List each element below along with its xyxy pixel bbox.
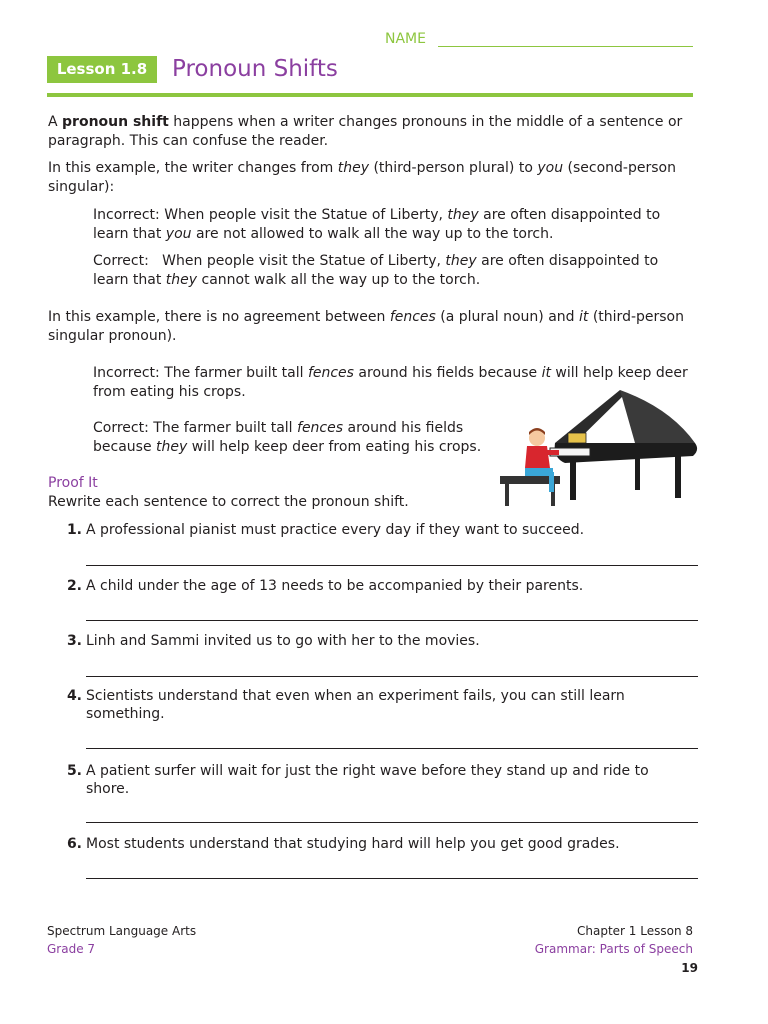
question-number: 5.: [66, 763, 82, 779]
question-text: Scientists understand that even when an experiment fails, you can still learn something.: [86, 688, 625, 722]
piano-illustration: [495, 388, 700, 513]
proof-it-heading: Proof It: [48, 475, 98, 491]
piano-lid: [555, 390, 625, 448]
answer-line[interactable]: [86, 748, 698, 749]
music-stand: [568, 433, 586, 443]
proof-it-instructions: Rewrite each sentence to correct the pronoun shift.: [48, 494, 409, 510]
answer-line[interactable]: [86, 676, 698, 677]
footer-publisher: Spectrum Language Arts: [47, 924, 197, 938]
piano-leg: [635, 458, 640, 490]
question-number: 3.: [66, 633, 82, 649]
page-title: Pronoun Shifts: [172, 56, 338, 82]
question-number: 1.: [66, 522, 82, 538]
question-text: A child under the age of 13 needs to be accompanied by their parents.: [86, 578, 584, 594]
answer-line[interactable]: [86, 822, 698, 823]
footer-chapter: Chapter 1 Lesson 8: [577, 924, 693, 938]
footer-grade: Grade 7: [47, 942, 96, 956]
question-text: A professional pianist must practice every day if they want to succeed.: [86, 522, 585, 538]
page-number: 19: [681, 961, 698, 975]
question-text: Most students understand that studying hard will help you get good grades.: [86, 836, 620, 852]
example-2-incorrect: Incorrect: The farmer built tall fences around his fields because it will help keep deer from eating his crops.: [93, 365, 688, 400]
child-shirt: [525, 446, 550, 468]
child-legs: [525, 468, 553, 476]
name-label: NAME: [385, 31, 426, 47]
lesson-badge: Lesson 1.8: [47, 56, 157, 83]
term-pronoun-shift: pronoun shift: [62, 114, 169, 130]
example-2-correct: Correct: The farmer built tall fences around his fields because they will help keep deer from eating his crops.: [93, 420, 482, 455]
answer-line[interactable]: [86, 878, 698, 879]
intro-paragraph-1: A pronoun shift happens when a writer changes pronouns in the middle of a sentence or paragraph. This can confuse the reader.: [48, 114, 683, 149]
answer-line[interactable]: [86, 620, 698, 621]
piano-leg: [675, 454, 681, 498]
example-1-correct: Correct: When people visit the Statue of Liberty, they are often disappointed to learn that they cannot walk all the way up to the torch.: [93, 253, 659, 288]
question-number: 4.: [66, 688, 82, 704]
question-number: 6.: [66, 836, 82, 852]
footer-topic: Grammar: Parts of Speech: [534, 942, 693, 956]
question-number: 2.: [66, 578, 82, 594]
intro-paragraph-3: In this example, there is no agreement between fences (a plural noun) and it (third-person singular pronoun).: [48, 309, 684, 344]
header-divider: [47, 93, 693, 97]
answer-line[interactable]: [86, 565, 698, 566]
intro-paragraph-2: In this example, the writer changes from they (third-person plural) to you (second-person singular):: [48, 160, 676, 195]
piano-leg: [570, 460, 576, 500]
example-1-incorrect: Incorrect: When people visit the Statue of Liberty, they are often disappointed to learn that you are not allowed to walk all the way up to the torch.: [93, 207, 661, 242]
name-write-line[interactable]: [438, 46, 693, 47]
question-text: A patient surfer will wait for just the right wave before they stand up and ride to shore.: [86, 763, 649, 797]
question-text: Linh and Sammi invited us to go with her to the movies.: [86, 633, 480, 649]
child-arm: [545, 450, 559, 455]
